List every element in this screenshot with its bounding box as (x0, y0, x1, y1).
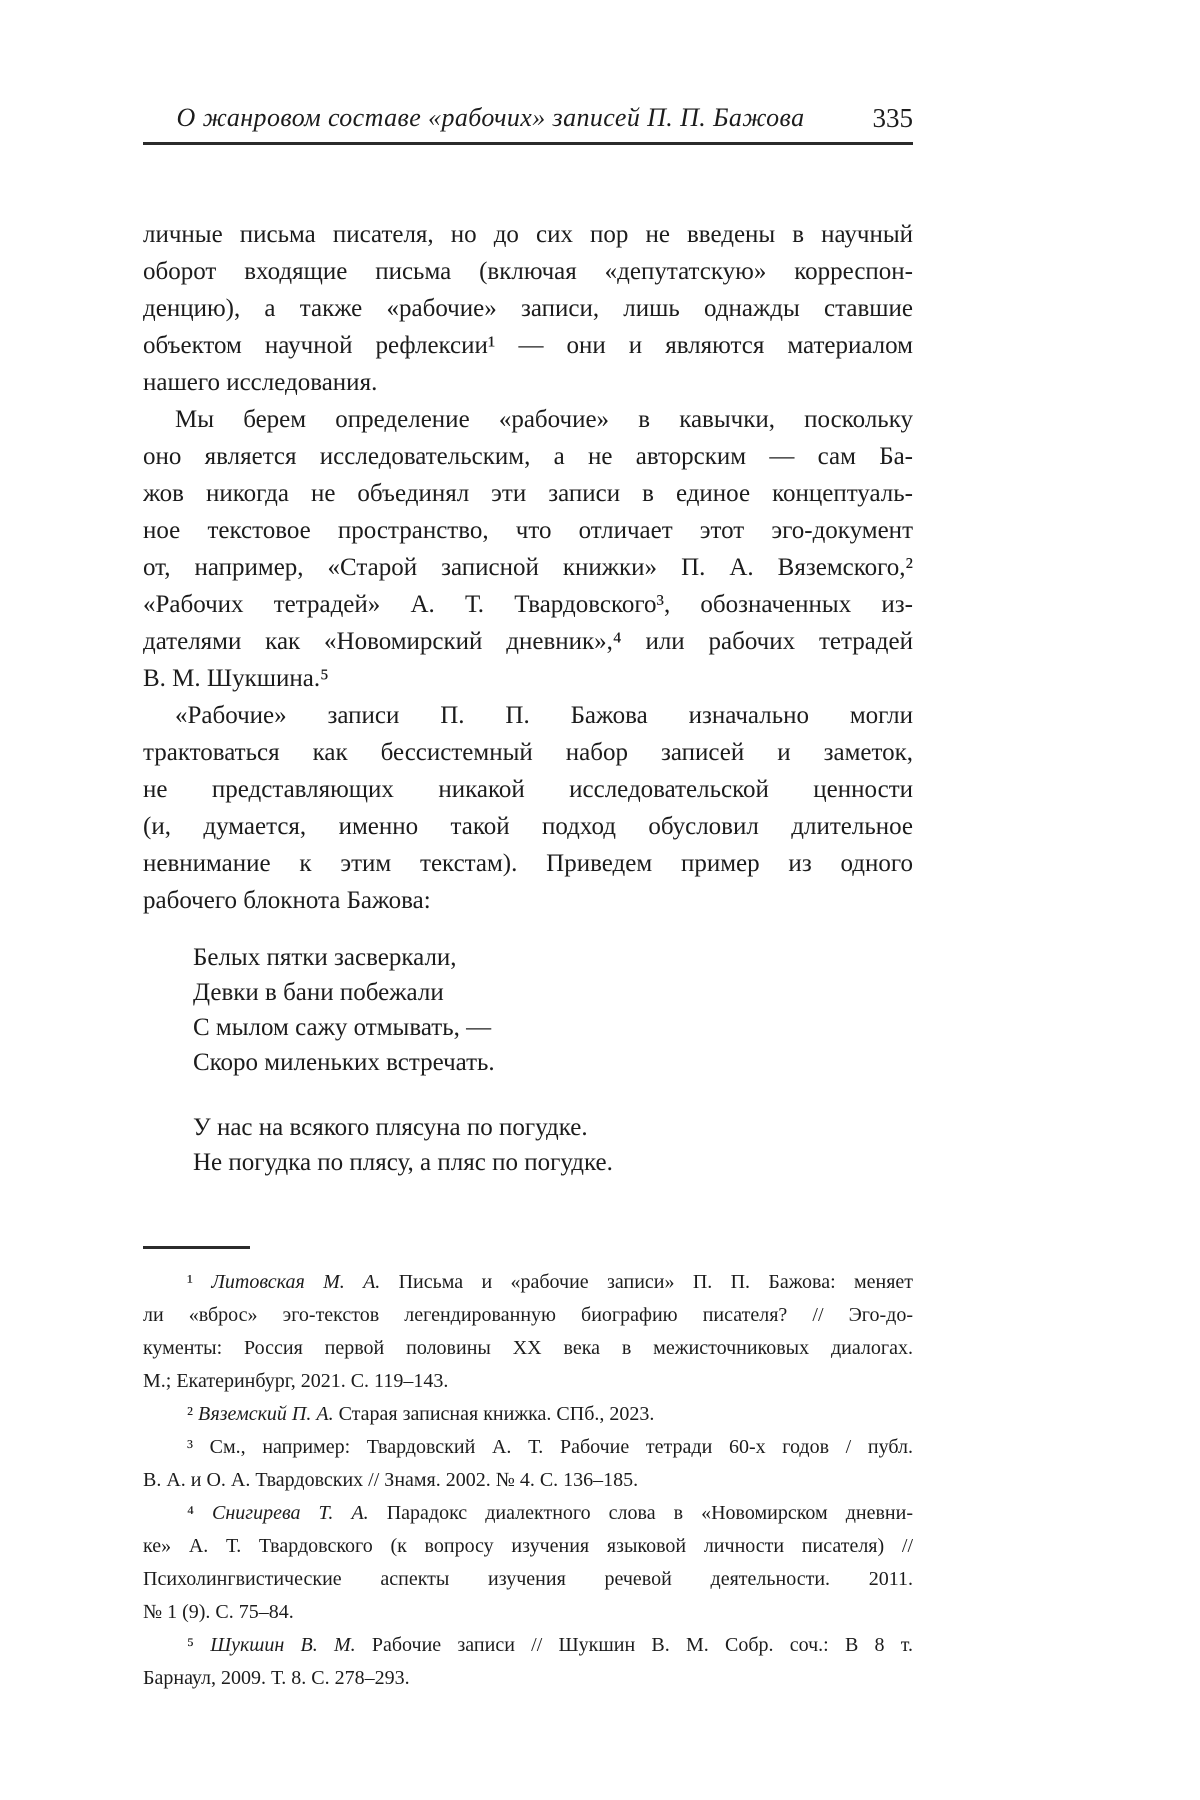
text-line: М.; Екатеринбург, 2021. С. 119–143. (143, 1370, 449, 1392)
footnote (143, 1398, 913, 1431)
text-line: денцию), а также «рабочие» записи, лишь однажды ставшие (143, 295, 913, 322)
running-head-title: О жанровом составе «рабочих» записей П. П. Бажова (176, 103, 805, 132)
text-line: У нас на всякого плясуна по погудке. (193, 1114, 588, 1141)
text-line: Не погудка по плясу, а пляс по погудке. (193, 1149, 613, 1176)
text-line: С мылом сажу отмывать, — (193, 1014, 492, 1041)
text-line: оборот входящие письма (включая «депутатскую» корреспон- (143, 258, 913, 285)
header-rule (143, 142, 913, 145)
body-paragraph (143, 216, 913, 401)
text-line: В. М. Шукшина.⁵ (143, 665, 329, 692)
text-line: от, например, «Старой записной книжки» П. А. Вяземского,² (143, 554, 913, 581)
proverb-quotation (193, 1110, 613, 1180)
footnote (143, 1266, 913, 1398)
body-text (143, 216, 913, 919)
running-head (143, 103, 913, 137)
text-line: Мы берем определение «рабочие» в кавычки, поскольку (175, 406, 913, 433)
text-line: «Рабочие» записи П. П. Бажова изначально могли (175, 702, 913, 729)
text-line: ли «вброс» эго-текстов легендированную биографию писателя? // Эго-до- (143, 1304, 913, 1326)
text-line: нашего исследования. (143, 369, 378, 396)
text-line: ное текстовое пространство, что отличает этот эго-документ (143, 517, 913, 544)
text-line: В. А. и О. А. Твардовских // Знамя. 2002. № 4. С. 136–185. (143, 1469, 639, 1491)
text-line: Барнаул, 2009. Т. 8. С. 278–293. (143, 1667, 410, 1689)
text-line: жов никогда не объединял эти записи в единое концептуаль- (143, 480, 913, 507)
body-paragraph (143, 697, 913, 919)
text-line: ке» А. Т. Твардовского (к вопросу изучения языковой личности писателя) // (143, 1535, 913, 1557)
text-line: невнимание к этим текстам). Приведем пример из одного (143, 850, 913, 877)
body-paragraph (143, 401, 913, 697)
text-line: (и, думается, именно такой подход обусловил длительное (143, 813, 913, 840)
text-line: личные письма писателя, но до сих пор не введены в научный (143, 221, 913, 248)
footnotes-section (143, 1266, 913, 1695)
footnote-rule (143, 1246, 250, 1249)
footnote (143, 1497, 913, 1629)
text-line: объектом научной рефлексии¹ — они и являются материалом (143, 332, 913, 359)
text-line: № 1 (9). С. 75–84. (143, 1601, 294, 1623)
text-line: ³ См., например: Твардовский А. Т. Рабочие тетради 60-х годов / публ. (187, 1436, 913, 1458)
text-line: Белых пятки засверкали, (193, 944, 457, 971)
text-line: дателями как «Новомирский дневник»,⁴ или рабочих тетрадей (143, 628, 913, 655)
text-line: «Рабочих тетрадей» А. Т. Твардовского³, обозначенных из- (143, 591, 913, 618)
text-line: ² Вяземский П. А. Старая записная книжка. СПб., 2023. (187, 1403, 655, 1425)
text-line: Скоро миленьких встречать. (193, 1049, 495, 1076)
text-line: рабочего блокнота Бажова: (143, 887, 431, 914)
text-line: ⁴ Снигирева Т. А. Парадокс диалектного слова в «Новомирском дневни- (187, 1502, 913, 1524)
text-line: оно является исследовательским, а не авторским — сам Ба- (143, 443, 913, 470)
text-line: кументы: Россия первой половины XX века в межисточниковых диалогах. (143, 1337, 913, 1359)
text-line: трактоваться как бессистемный набор записей и заметок, (143, 739, 913, 766)
text-line: Девки в бани побежали (193, 979, 444, 1006)
text-line: ¹ Литовская М. А. Письма и «рабочие записи» П. П. Бажова: меняет (187, 1271, 913, 1293)
footnote (143, 1431, 913, 1497)
text-line: не представляющих никакой исследовательской ценности (143, 776, 913, 803)
page-number: 335 (872, 103, 913, 133)
text-line: ⁵ Шукшин В. М. Рабочие записи // Шукшин В. М. Собр. соч.: В 8 т. (187, 1634, 913, 1656)
text-line: Психолингвистические аспекты изучения речевой деятельности. 2011. (143, 1568, 913, 1590)
verse-quotation (193, 940, 495, 1080)
footnote (143, 1629, 913, 1695)
